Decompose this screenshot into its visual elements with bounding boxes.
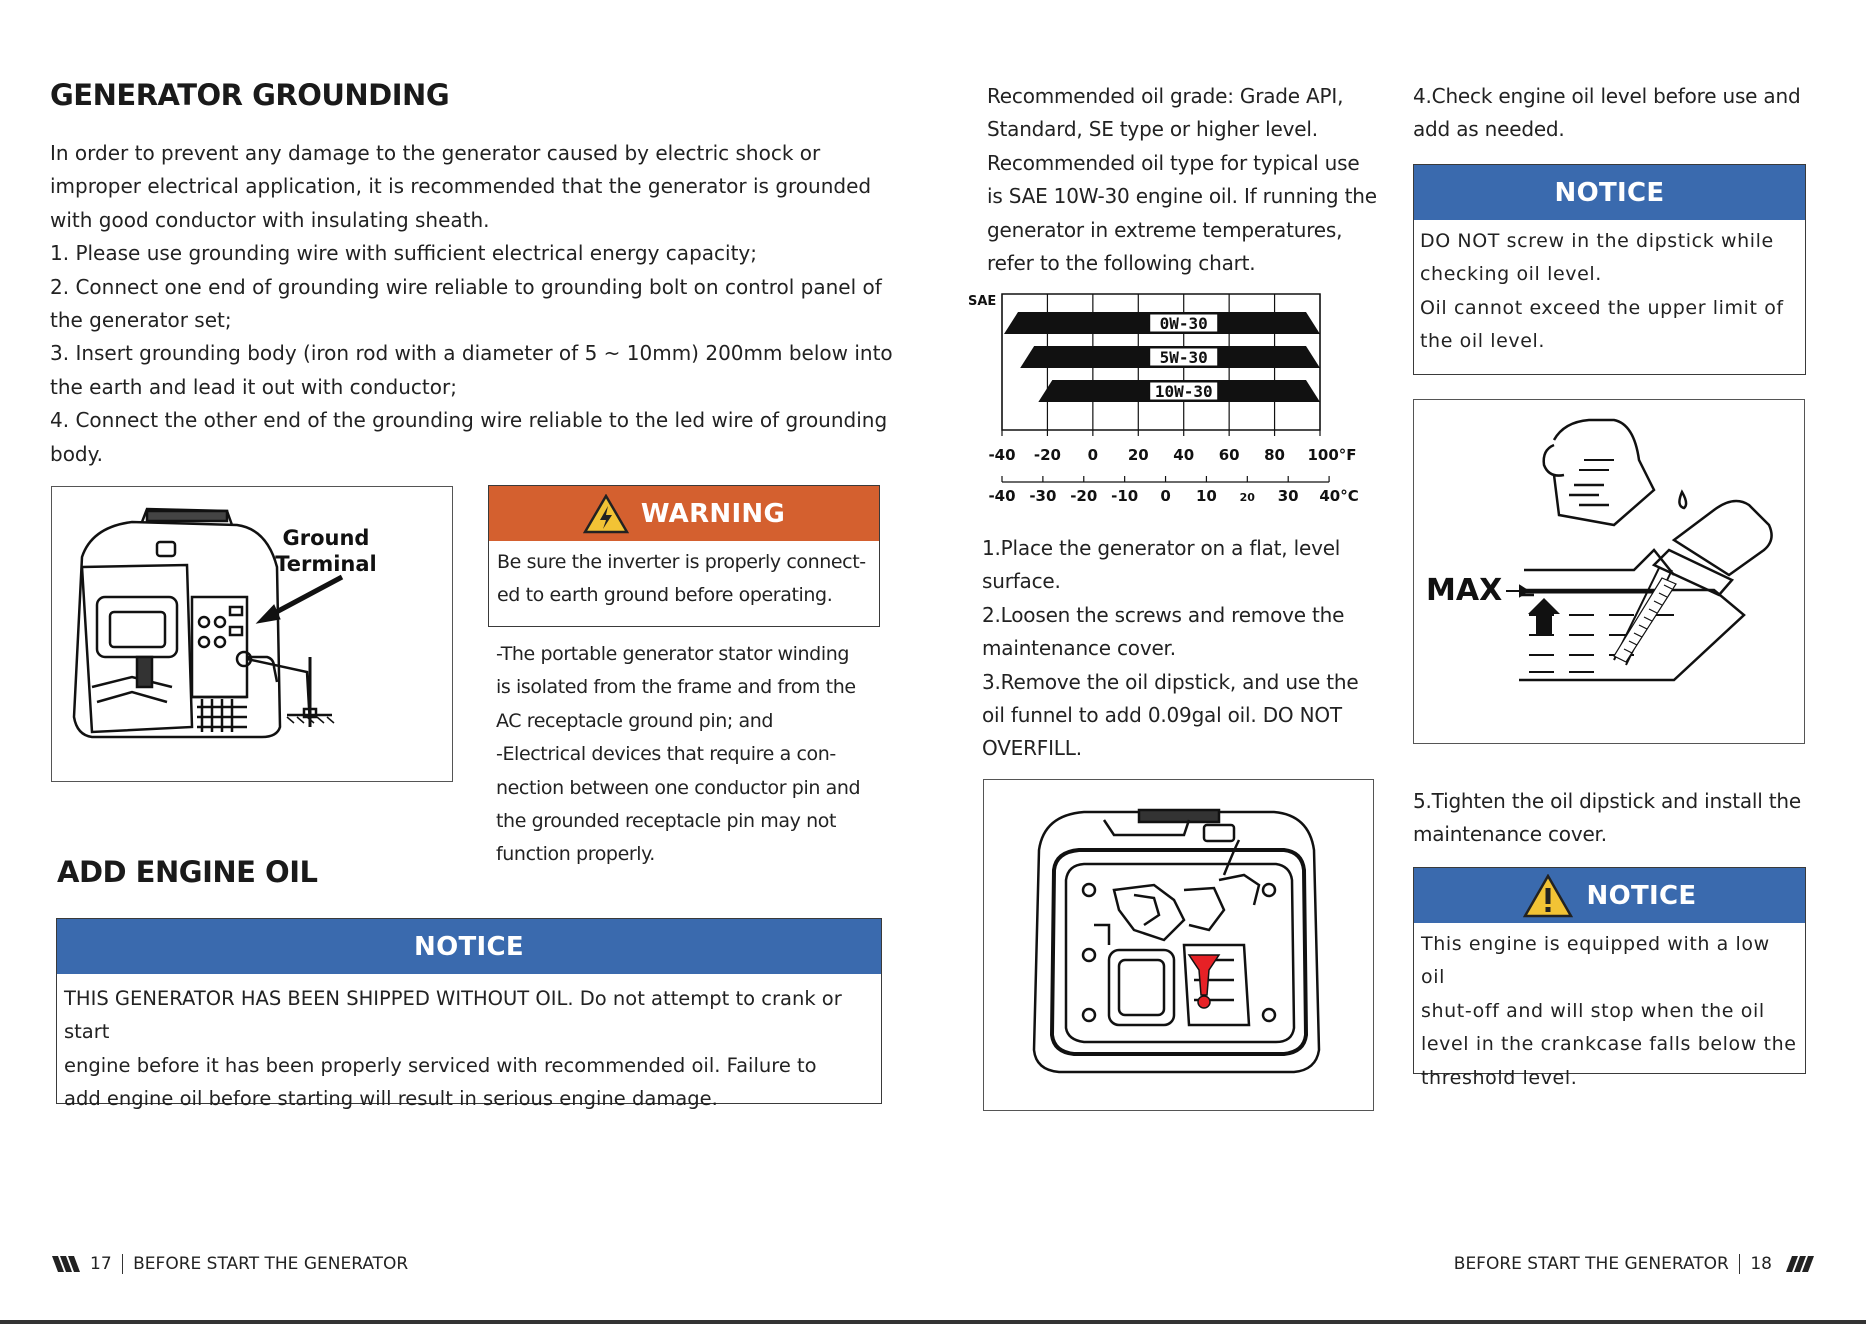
caution-icon bbox=[1523, 874, 1573, 918]
fahrenheit-tick-label: -20 bbox=[1033, 446, 1061, 464]
text-line: 3. Insert grounding body (iron rod with a diameter of 5 ~ 10mm) 200mm below into bbox=[50, 341, 893, 366]
max-label: MAX bbox=[1426, 573, 1503, 608]
text-line: threshold level. bbox=[1421, 1066, 1578, 1089]
notice-body bbox=[1414, 220, 1805, 364]
text-line: OVERFILL. bbox=[982, 736, 1082, 761]
text-line: function properly. bbox=[496, 843, 655, 866]
text-line: is SAE 10W-30 engine oil. If running the bbox=[987, 184, 1377, 209]
text-line: DO NOT screw in the dipstick while bbox=[1420, 230, 1774, 252]
celsius-tick-label: 40°C bbox=[1319, 487, 1359, 505]
text-line: the oil level. bbox=[1420, 330, 1546, 353]
notice-title: NOTICE bbox=[1586, 880, 1697, 911]
text-line: the grounded receptacle pin may not bbox=[496, 810, 837, 833]
text-line: nection between one conductor pin and bbox=[496, 776, 861, 799]
stripes-icon bbox=[1786, 1256, 1816, 1272]
text-line: add as needed. bbox=[1413, 117, 1565, 142]
celsius-tick-label: 20 bbox=[1239, 491, 1255, 504]
text-line: This engine is equipped with a low oil bbox=[1421, 933, 1770, 989]
celsius-tick-label: 10 bbox=[1195, 487, 1217, 505]
oil-steps-paragraph bbox=[982, 532, 1382, 766]
ground-terminal-illustration bbox=[51, 486, 453, 782]
open-cover-illustration bbox=[983, 779, 1374, 1111]
text-line: 4. Connect the other end of the grounding wire reliable to the led wire of grounding bbox=[50, 408, 888, 433]
notice-header: NOTICE bbox=[1414, 165, 1805, 220]
footer-separator bbox=[1739, 1254, 1741, 1274]
celsius-tick-label: 0 bbox=[1160, 487, 1171, 505]
footer-separator bbox=[122, 1254, 124, 1274]
chart-ylabel: SAE bbox=[968, 294, 997, 309]
text-line: Be sure the inverter is properly connect- bbox=[497, 551, 866, 573]
warning-header bbox=[489, 486, 879, 541]
text-line: the earth and lead it out with conductor; bbox=[50, 374, 457, 399]
text-line: THIS GENERATOR HAS BEEN SHIPPED WITHOUT OIL. Do not attempt to crank or start bbox=[64, 987, 842, 1044]
text-line: oil funnel to add 0.09gal oil. DO NOT bbox=[982, 703, 1342, 728]
text-line: Oil cannot exceed the upper limit of bbox=[1420, 296, 1784, 319]
celsius-tick-label: -10 bbox=[1111, 487, 1139, 505]
text-line: Standard, SE type or higher level. bbox=[987, 117, 1318, 142]
fahrenheit-tick-label: 80 bbox=[1264, 446, 1286, 464]
warning-title: WARNING bbox=[640, 498, 786, 529]
notice-header: NOTICE bbox=[57, 919, 881, 974]
oil-viscosity-chart bbox=[960, 286, 1370, 508]
grounding-paragraph bbox=[50, 137, 900, 471]
chart-bars bbox=[1004, 312, 1320, 402]
text-line: the generator set; bbox=[50, 308, 232, 333]
bar-label: 10W-30 bbox=[1154, 382, 1213, 401]
high-voltage-icon bbox=[583, 494, 629, 534]
text-line: shut-off and will stop when the oil bbox=[1421, 999, 1765, 1022]
text-line: generator in extreme temperatures, bbox=[987, 217, 1343, 242]
notice-header bbox=[1414, 868, 1805, 923]
text-line: engine before it has been properly serviced with recommended oil. Failure to bbox=[64, 1053, 817, 1077]
notice-box-low-oil bbox=[1413, 867, 1806, 1089]
step5-paragraph bbox=[1413, 785, 1833, 852]
text-line: add engine oil before starting will result in serious engine damage. bbox=[64, 1087, 718, 1111]
text-line: with good conductor with insulating sheath. bbox=[50, 207, 490, 232]
fahrenheit-tick-label: 100°F bbox=[1307, 446, 1357, 464]
celsius-tick-label: -30 bbox=[1029, 487, 1057, 505]
celsius-tick-label: -20 bbox=[1070, 487, 1098, 505]
bar-label: 5W-30 bbox=[1159, 348, 1208, 367]
generator-illustration bbox=[52, 487, 452, 781]
oil-grade-paragraph bbox=[987, 80, 1387, 280]
text-line: -The portable generator stator winding bbox=[496, 643, 850, 665]
text-line: checking oil level. bbox=[1420, 263, 1602, 286]
step4-paragraph bbox=[1413, 80, 1833, 147]
warning-body bbox=[489, 541, 879, 618]
text-line: 1. Please use grounding wire with sufficient electrical energy capacity; bbox=[50, 241, 757, 266]
right-footer bbox=[1454, 1254, 1816, 1274]
text-line: 5.Tighten the oil dipstick and install the bbox=[1413, 789, 1802, 813]
stator-paragraph bbox=[496, 638, 896, 872]
add-engine-oil-title: ADD ENGINE OIL bbox=[57, 855, 318, 889]
warning-box bbox=[488, 485, 880, 627]
notice-body bbox=[57, 974, 881, 1124]
celsius-tick-label: -40 bbox=[988, 487, 1016, 505]
left-footer bbox=[52, 1254, 408, 1274]
text-line: level in the crankcase falls below the bbox=[1421, 1033, 1797, 1056]
fahrenheit-tick-label: 40 bbox=[1173, 446, 1195, 464]
celsius-axis bbox=[988, 476, 1358, 505]
oil-level-illustration bbox=[1413, 399, 1805, 744]
text-line: body. bbox=[50, 441, 103, 466]
oil-level-diagram bbox=[1414, 400, 1804, 743]
text-line: refer to the following chart. bbox=[987, 251, 1256, 276]
fahrenheit-axis bbox=[988, 446, 1356, 464]
page-bottom-rule bbox=[0, 1320, 1866, 1324]
text-line: AC receptacle ground pin; and bbox=[496, 709, 774, 732]
text-line: maintenance cover. bbox=[982, 636, 1176, 661]
text-line: 2.Loosen the screws and remove the bbox=[982, 602, 1345, 627]
text-line: Recommended oil grade: Grade API, bbox=[987, 84, 1344, 108]
text-line: 3.Remove the oil dipstick, and use the bbox=[982, 669, 1359, 694]
generator-open-illustration bbox=[984, 780, 1373, 1110]
celsius-tick-label: 30 bbox=[1277, 487, 1299, 505]
fahrenheit-tick-label: 0 bbox=[1087, 446, 1099, 464]
notice-box-oil bbox=[56, 918, 882, 1111]
text-line: ed to earth ground before operating. bbox=[497, 584, 833, 607]
text-line: maintenance cover. bbox=[1413, 822, 1607, 847]
bar-label: 0W-30 bbox=[1159, 314, 1208, 333]
notice-box-dipstick bbox=[1413, 164, 1806, 375]
text-line: In order to prevent any damage to the generator caused by electric shock or bbox=[50, 141, 821, 165]
text-line: 2. Connect one end of grounding wire reliable to grounding bolt on control panel of bbox=[50, 274, 882, 299]
text-line: is isolated from the frame and from the bbox=[496, 676, 856, 699]
text-line: 4.Check engine oil level before use and bbox=[1413, 84, 1801, 108]
ground-label: Ground bbox=[282, 526, 370, 550]
terminal-label: Terminal bbox=[275, 552, 377, 576]
text-line: Recommended oil type for typical use bbox=[987, 150, 1360, 175]
footer-section: BEFORE START THE GENERATOR bbox=[133, 1254, 409, 1274]
text-line: improper electrical application, it is recommended that the generator is grounded bbox=[50, 174, 872, 199]
footer-section: BEFORE START THE GENERATOR bbox=[1453, 1254, 1729, 1274]
grounding-title: GENERATOR GROUNDING bbox=[50, 78, 450, 112]
text-line: surface. bbox=[982, 569, 1061, 594]
fahrenheit-tick-label: 60 bbox=[1218, 446, 1240, 464]
notice-body bbox=[1414, 923, 1805, 1100]
fahrenheit-tick-label: 20 bbox=[1127, 446, 1149, 464]
page-number: 18 bbox=[1750, 1254, 1772, 1274]
fahrenheit-tick-label: -40 bbox=[988, 446, 1016, 464]
stripes-icon bbox=[52, 1256, 82, 1272]
page-number: 17 bbox=[90, 1254, 112, 1274]
text-line: 1.Place the generator on a flat, level bbox=[982, 536, 1341, 560]
text-line: -Electrical devices that require a con- bbox=[496, 743, 836, 766]
